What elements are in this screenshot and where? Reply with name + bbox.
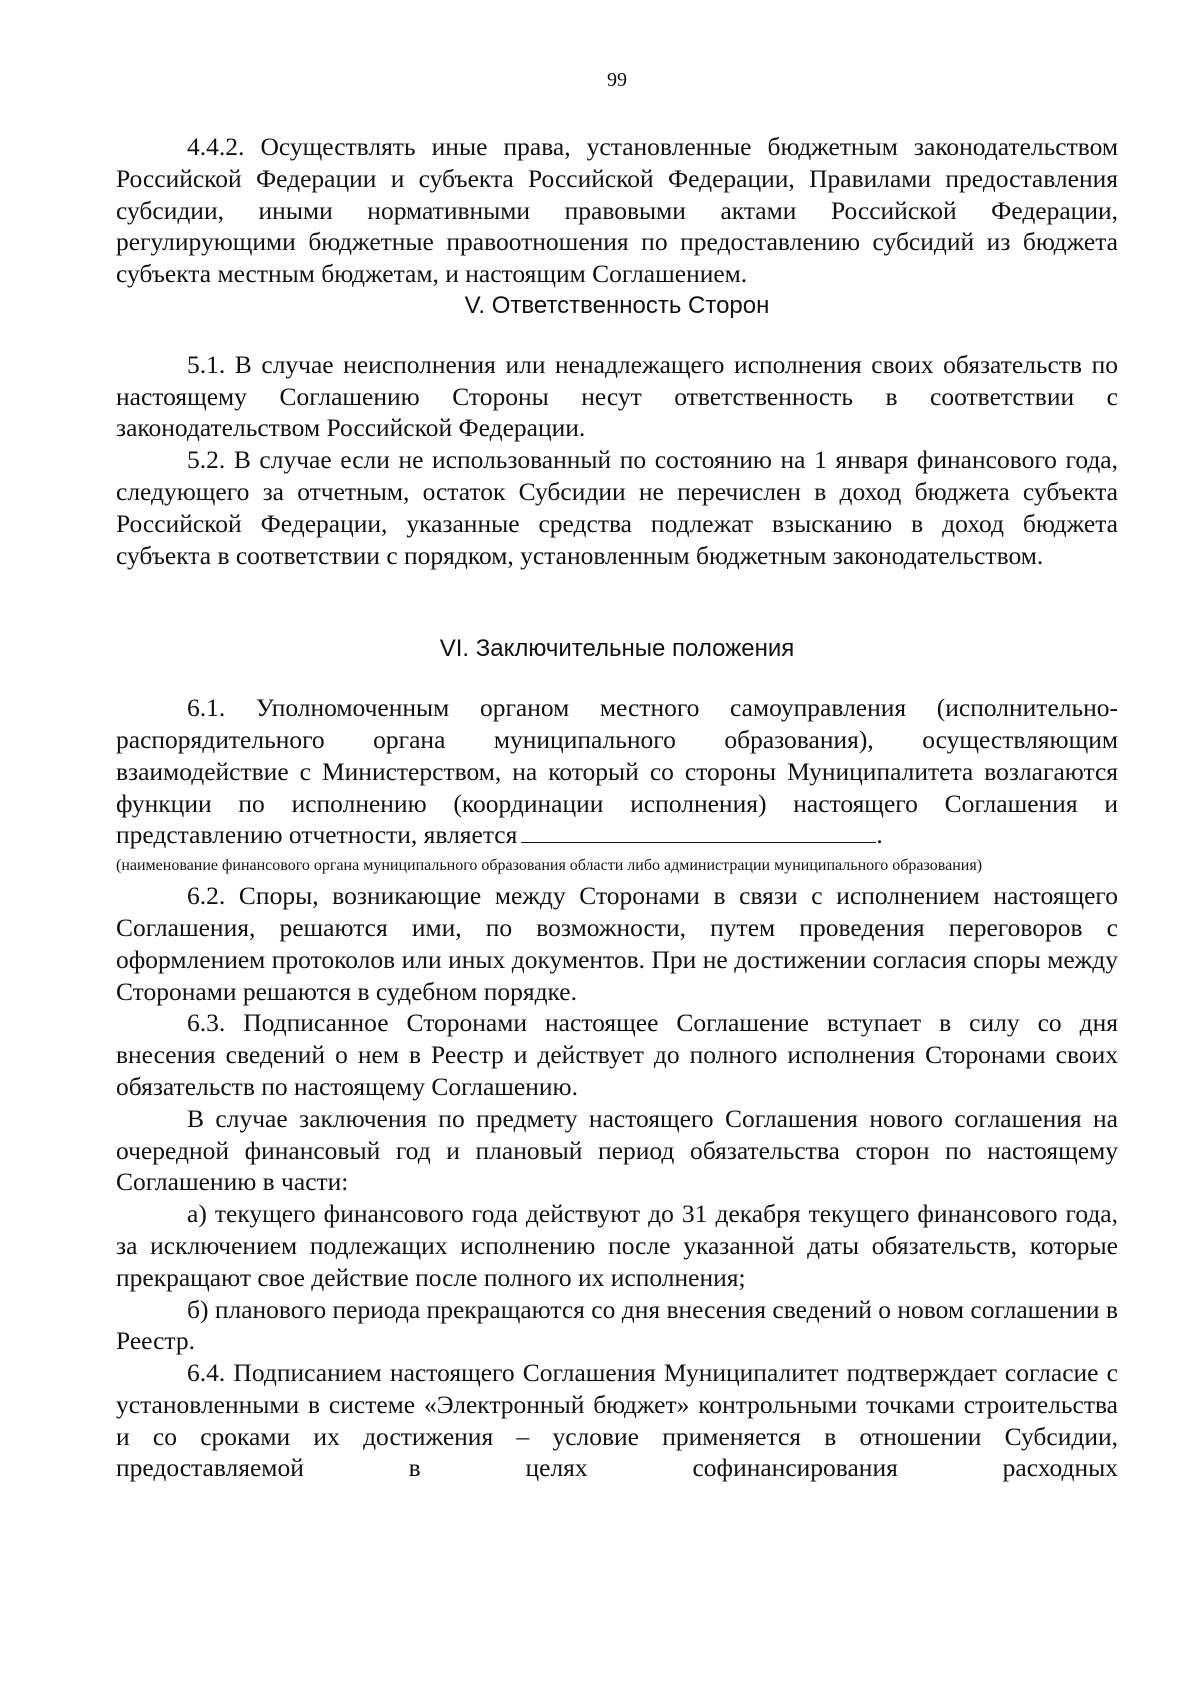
paragraph-6-2: 6.2. Споры, возникающие между Сторонами в связи с исполнением настоящего Соглашения, решаются ими, по возможности, путем проведения переговоров с оформлением протоколов или иных документов. При не достижении согласия споры между Сторонами решаются в судебном порядке.	[116, 881, 1118, 1006]
paragraph-6-3-item-a: а) текущего финансового года действуют до 31 декабря текущего финансового года, за исключением подлежащих исполнению после указанной даты обязательств, которые прекращают свое действие после полного их исполнения;	[116, 1199, 1118, 1292]
paragraph-6-3-item-b: б) планового периода прекращаются со дня внесения сведений о новом соглашении в Реестр.	[116, 1294, 1118, 1356]
document-content	[116, 131, 1118, 1484]
paragraph-6-1-note: (наименование финансового органа муниципального образования области либо администрации муниципального образования)	[116, 857, 983, 875]
paragraph-6-1-text: 6.1. Уполномоченным органом местного самоуправления (исполнительно-распорядительного органа муниципального образования), осуществляющим взаимодействие с Министерством, на который со стороны Муниципалитета возлагаются функции по исполнению (координации исполнения) настоящего Соглашения и представлению отчетности, является	[116, 693, 1118, 850]
blank-fill-line	[521, 820, 876, 843]
paragraph-6-4: 6.4. Подписанием настоящего Соглашения Муниципалитет подтверждает согласие с установленными в системе «Электронный бюджет» контрольными точками строительства и со сроками их достижения – условие применяется в отношении Субсидии, предоставляемой в целях софинансирования расходных	[116, 1358, 1118, 1483]
paragraph-6-3-new-agreement: В случае заключения по предмету настоящего Соглашения нового соглашения на очередной финансовый год и плановый период обязательства сторон по настоящему Соглашению в части:	[116, 1103, 1118, 1197]
section-5-title: V. Ответственность Сторон	[464, 291, 770, 319]
page-number: 99	[607, 69, 627, 91]
section-6-title: VI. Заключительные положения	[439, 635, 795, 663]
paragraph-6-1-end: .	[876, 820, 883, 850]
paragraph-5-2: 5.2. В случае если не использованный по состоянию на 1 января финансового года, следующего за отчетным, остаток Субсидии не перечислен в доход бюджета субъекта Российской Федерации, указанные средства подлежат взысканию в доход бюджета субъекта в соответствии с порядком, установленным бюджетным законодательством.	[116, 445, 1118, 570]
paragraph-6-3: 6.3. Подписанное Сторонами настоящее Соглашение вступает в силу со дня внесения сведений о нем в Реестр и действует до полного исполнения Сторонами своих обязательств по настоящему Соглашению.	[116, 1008, 1118, 1101]
paragraph-6-1	[116, 692, 1118, 851]
paragraph-4-4-2: 4.4.2. Осуществлять иные права, установленные бюджетным законодательством Российской Федерации и субъекта Российской Федерации, Правилами предоставления субсидии, иными нормативными правовыми актами Российской Федерации, регулирующими бюджетные правоотношения по предоставлению субсидий из бюджета субъекта местным бюджетам, и настоящим Соглашением.	[116, 132, 1118, 289]
paragraph-5-1: 5.1. В случае неисполнения или ненадлежащего исполнения своих обязательств по настоящему Соглашению Стороны несут ответственность в соответствии с законодательством Российской Федерации.	[116, 349, 1118, 443]
